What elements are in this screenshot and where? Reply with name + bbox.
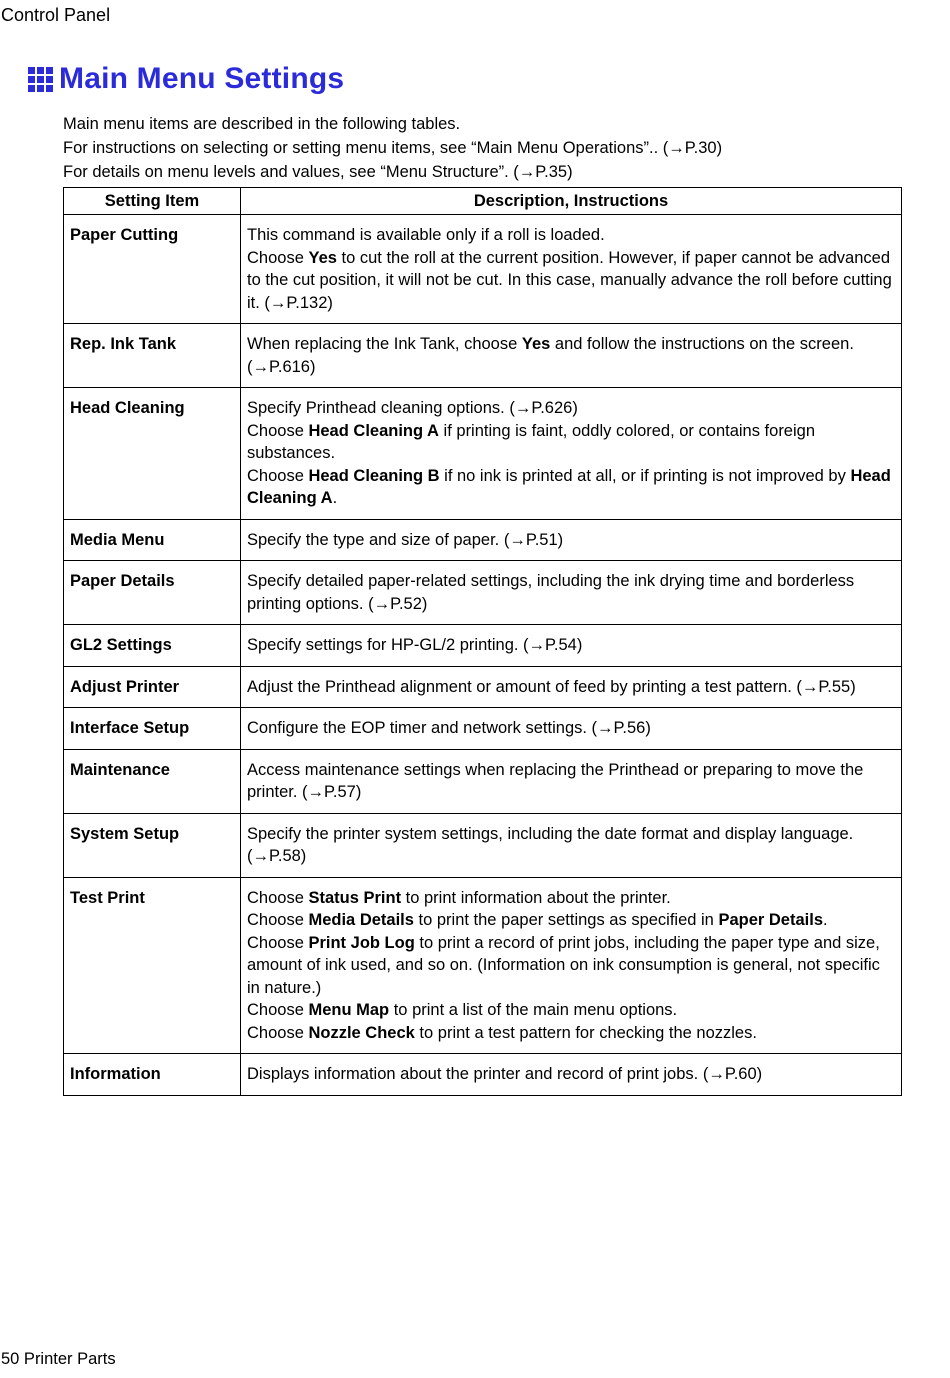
description-text: Specify detailed paper-related settings, including the ink drying time and borderless printing options. (→P.52) (247, 572, 855, 613)
setting-description (241, 324, 902, 388)
description-text: to print a test pattern for checking the nozzles. (414, 1023, 757, 1042)
description-text: Adjust the Printhead alignment or amount of feed by printing a test pattern. (→P.55) (247, 677, 856, 696)
setting-item-name: System Setup (64, 813, 241, 877)
description-text: Choose (247, 933, 309, 952)
menu-option-name: Head Cleaning B (308, 466, 440, 485)
description-text: to print the paper settings as specified in (413, 911, 719, 929)
description-text: Choose (247, 888, 309, 907)
description-text: Specify settings for HP-GL/2 printing. (→P.54) (247, 636, 583, 654)
menu-option-name: Menu Map (308, 1001, 390, 1019)
table-row (64, 813, 902, 877)
description-line (247, 420, 895, 465)
description-text: if no ink is printed at all, or if printing is not improved by (439, 466, 851, 485)
description-text: This command is available only if a roll is loaded. (247, 226, 605, 244)
table-row (64, 749, 902, 813)
menu-option-name: Nozzle Check (308, 1023, 415, 1042)
description-text: Specify Printhead cleaning options. (→P.626) (247, 399, 578, 417)
description-text: Choose (247, 911, 309, 929)
table-row (64, 388, 902, 520)
description-text: Configure the EOP timer and network settings. (→P.56) (247, 719, 651, 737)
menu-option-name: Paper Details (718, 911, 824, 929)
description-text: if printing is faint, oddly colored, or contains foreign substances. (247, 421, 816, 462)
setting-item-name: Test Print (64, 877, 241, 1054)
description-line (247, 333, 895, 378)
table-row (64, 519, 902, 561)
description-text: Choose (247, 466, 309, 485)
setting-item-name: Head Cleaning (64, 388, 241, 520)
menu-option-name: Yes (521, 335, 551, 353)
description-text: Specify the printer system settings, including the date format and display language. (→P.58) (247, 824, 854, 865)
description-text: Choose (247, 1001, 309, 1019)
description-line (247, 909, 895, 932)
intro-line: Main menu items are described in the following tables. (63, 115, 461, 133)
menu-option-name: Status Print (308, 888, 402, 907)
column-header-setting-item: Setting Item (64, 188, 241, 215)
setting-item-name: GL2 Settings (64, 625, 241, 667)
table-row (64, 877, 902, 1054)
description-line (247, 1063, 895, 1086)
menu-option-name: Media Details (308, 911, 414, 929)
table-body (64, 215, 902, 1096)
setting-item-name: Adjust Printer (64, 666, 241, 708)
description-line (247, 759, 895, 804)
description-text: to print a list of the main menu options. (389, 1001, 678, 1019)
description-line (247, 717, 895, 740)
setting-description (241, 749, 902, 813)
column-header-description: Description, Instructions (241, 188, 902, 215)
description-line (247, 1022, 895, 1045)
menu-option-name: Head Cleaning A (308, 421, 439, 440)
page-title: Main Menu Settings (59, 62, 345, 95)
description-line (247, 247, 895, 315)
table-row (64, 708, 902, 750)
description-text: to print a record of print jobs, including the paper type and size, amount of ink used, and so on. (Information on ink consumption is general, not specific in nature.) (247, 933, 880, 997)
description-text: and follow the instructions on the screen. (→P.616) (247, 335, 854, 376)
description-text: to cut the roll at the current position. However, if paper cannot be advanced to the cut position, it will not be cut. In this case, manually advance the roll before cutting it. (→P.132) (247, 248, 892, 312)
menu-option-name: Yes (308, 248, 337, 267)
description-text: . (823, 911, 828, 929)
description-line (247, 676, 895, 699)
description-line (247, 999, 895, 1022)
intro-text (63, 112, 722, 184)
setting-item-name: Rep. Ink Tank (64, 324, 241, 388)
description-text: to print information about the printer. (401, 888, 671, 907)
setting-description (241, 519, 902, 561)
description-text: Choose (247, 248, 309, 267)
table-row (64, 324, 902, 388)
setting-item-name: Maintenance (64, 749, 241, 813)
settings-table (63, 187, 902, 1096)
setting-description (241, 708, 902, 750)
table-header-row (64, 188, 902, 215)
description-line (247, 465, 895, 510)
description-text: Specify the type and size of paper. (→P.51) (247, 530, 564, 549)
table-row (64, 625, 902, 667)
description-text: . (332, 489, 338, 507)
setting-description (241, 813, 902, 877)
setting-description (241, 1054, 902, 1096)
description-line (247, 570, 895, 615)
setting-description (241, 625, 902, 667)
table-row (64, 666, 902, 708)
description-text: When replacing the Ink Tank, choose (247, 335, 522, 353)
setting-item-name: Paper Cutting (64, 215, 241, 324)
description-line (247, 224, 895, 247)
setting-item-name: Media Menu (64, 519, 241, 561)
description-text: Choose (247, 421, 309, 440)
description-line (247, 634, 895, 657)
table-row (64, 1054, 902, 1096)
description-text: Access maintenance settings when replacing the Printhead or preparing to move the printer. (→P.57) (247, 760, 864, 801)
setting-item-name: Information (64, 1054, 241, 1096)
section-title (28, 60, 344, 98)
setting-item-name: Paper Details (64, 561, 241, 625)
description-text: Choose (247, 1023, 309, 1042)
table-row (64, 561, 902, 625)
description-line (247, 529, 895, 552)
table-row (64, 215, 902, 324)
setting-description (241, 561, 902, 625)
menu-option-name: Head Cleaning A (247, 466, 891, 507)
description-line (247, 887, 895, 910)
description-text: Displays information about the printer and record of print jobs. (→P.60) (247, 1065, 763, 1083)
intro-line: For details on menu levels and values, see “Menu Structure”. (→P.35) (63, 163, 573, 181)
grid-icon (28, 67, 53, 92)
running-head: Control Panel (1, 5, 111, 25)
description-line (247, 823, 895, 868)
description-line (247, 397, 895, 420)
description-line (247, 932, 895, 1000)
intro-line: For instructions on selecting or setting menu items, see “Main Menu Operations”.. (→P.30) (63, 139, 723, 157)
setting-description (241, 215, 902, 324)
setting-item-name: Interface Setup (64, 708, 241, 750)
setting-description (241, 877, 902, 1054)
setting-description (241, 388, 902, 520)
setting-description (241, 666, 902, 708)
page-footer: 50 Printer Parts (1, 1350, 116, 1368)
menu-option-name: Print Job Log (308, 933, 415, 952)
